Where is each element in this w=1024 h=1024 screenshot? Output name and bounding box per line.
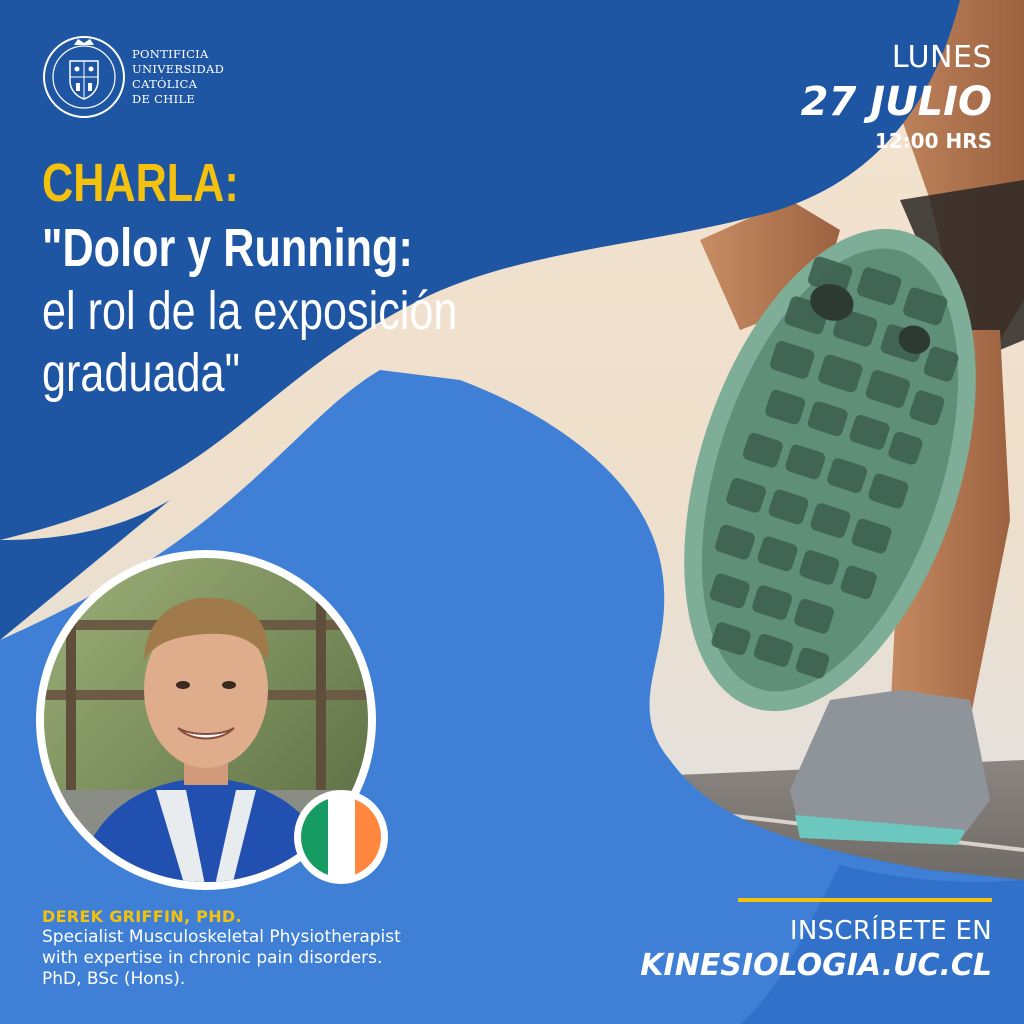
university-name xyxy=(132,47,224,107)
talk-title-line-2: el rol de la exposición xyxy=(42,281,458,341)
ireland-flag-icon xyxy=(294,790,388,884)
signup-label: INSCRÍBETE EN xyxy=(789,916,992,946)
university-name-line: UNIVERSIDAD xyxy=(132,62,225,76)
university-seal-icon xyxy=(40,33,128,121)
speaker-description-line: with expertise in chronic pain disorders. xyxy=(42,948,383,968)
event-date xyxy=(801,40,992,153)
university-name-line: CATÓLICA xyxy=(132,77,198,91)
university-name-line: DE CHILE xyxy=(132,92,196,106)
speaker-info xyxy=(42,907,401,990)
university-name-line: PONTIFICIA xyxy=(132,47,209,61)
speaker-name: DEREK GRIFFIN, PHD. xyxy=(42,907,242,926)
talk-kicker: CHARLA: xyxy=(42,153,239,213)
event-day: LUNES xyxy=(891,40,992,75)
speaker-description-line: Specialist Musculoskeletal Physiotherapist xyxy=(42,927,401,947)
talk-title-line-1: "Dolor y Running: xyxy=(42,218,413,278)
event-time: 12:00 HRS xyxy=(874,129,992,153)
talk-title xyxy=(42,150,561,404)
accent-bar xyxy=(738,898,992,902)
signup-callout xyxy=(640,898,992,983)
university-logo xyxy=(40,22,230,132)
event-date-text: 27 JULIO xyxy=(800,79,992,125)
signup-url-link[interactable]: KINESIOLOGIA.UC.CL xyxy=(640,948,992,983)
talk-title-line-3: graduada" xyxy=(42,343,240,403)
speaker-description xyxy=(42,927,401,990)
speaker-description-line: PhD, BSc (Hons). xyxy=(42,969,186,989)
